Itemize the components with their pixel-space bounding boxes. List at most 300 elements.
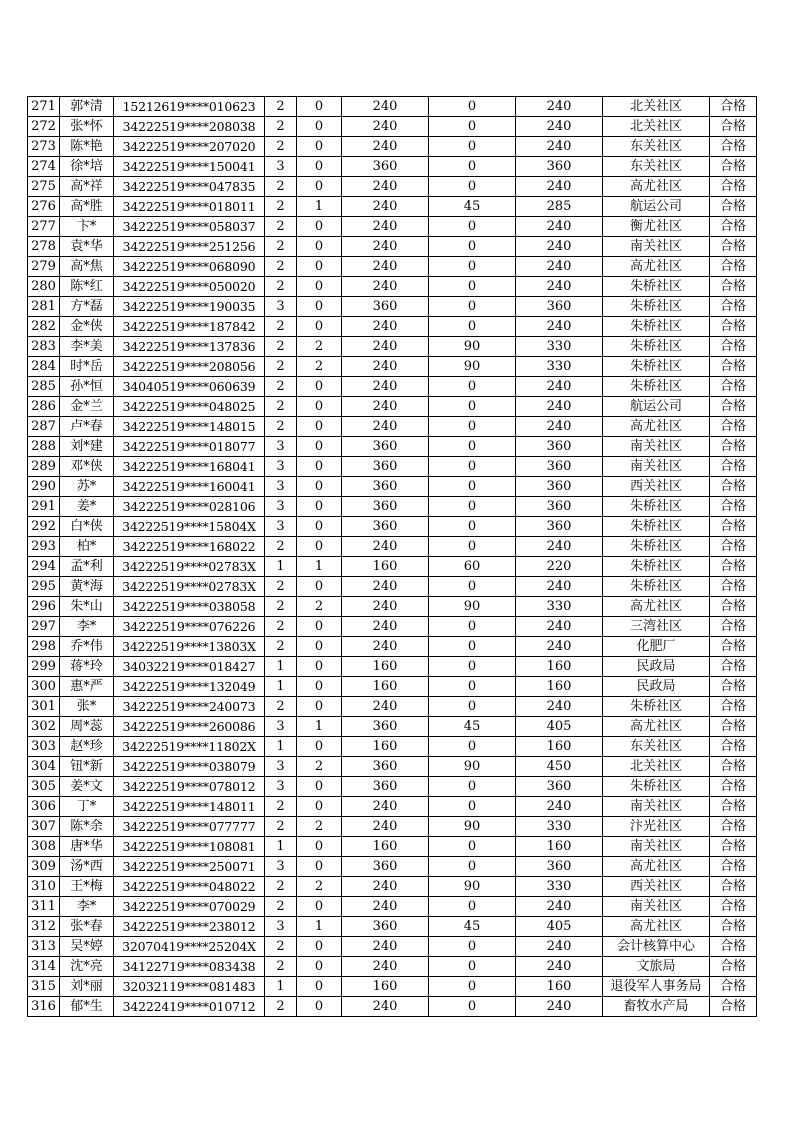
status-cell: 合格 (710, 477, 757, 497)
amount-total-cell: 240 (516, 237, 603, 257)
count-b-cell: 0 (297, 137, 342, 157)
amount-total-cell: 240 (516, 637, 603, 657)
status-cell: 合格 (710, 957, 757, 977)
id-number-cell: 34222519****208038 (114, 117, 265, 137)
person-name-cell: 郁*生 (60, 997, 114, 1017)
person-name-cell: 金*兰 (60, 397, 114, 417)
id-number-cell: 34222519****018011 (114, 197, 265, 217)
count-b-cell: 0 (297, 937, 342, 957)
person-name-cell: 张* (60, 697, 114, 717)
table-row (28, 857, 757, 877)
count-a-cell: 2 (265, 637, 297, 657)
row-number-cell: 296 (28, 597, 60, 617)
id-number-cell: 34222519****160041 (114, 477, 265, 497)
table-row (28, 877, 757, 897)
organization-cell: 航运公司 (603, 197, 710, 217)
amount-b-cell: 0 (429, 577, 516, 597)
amount-b-cell: 0 (429, 617, 516, 637)
id-number-cell: 34122719****083438 (114, 957, 265, 977)
amount-b-cell: 0 (429, 237, 516, 257)
status-cell: 合格 (710, 217, 757, 237)
amount-b-cell: 0 (429, 317, 516, 337)
organization-cell: 朱桥社区 (603, 517, 710, 537)
amount-b-cell: 0 (429, 177, 516, 197)
row-number-cell: 294 (28, 557, 60, 577)
amount-a-cell: 360 (342, 437, 429, 457)
amount-a-cell: 160 (342, 737, 429, 757)
status-cell: 合格 (710, 317, 757, 337)
table-row (28, 977, 757, 997)
row-number-cell: 311 (28, 897, 60, 917)
amount-a-cell: 240 (342, 797, 429, 817)
table-row (28, 657, 757, 677)
table-row (28, 377, 757, 397)
count-b-cell: 0 (297, 677, 342, 697)
person-name-cell: 徐*培 (60, 157, 114, 177)
row-number-cell: 295 (28, 577, 60, 597)
count-a-cell: 2 (265, 217, 297, 237)
amount-b-cell: 0 (429, 697, 516, 717)
count-a-cell: 2 (265, 97, 297, 117)
amount-a-cell: 240 (342, 277, 429, 297)
id-number-cell: 34222519****047835 (114, 177, 265, 197)
status-cell: 合格 (710, 357, 757, 377)
count-b-cell: 1 (297, 717, 342, 737)
amount-a-cell: 240 (342, 137, 429, 157)
amount-a-cell: 240 (342, 597, 429, 617)
organization-cell: 化肥厂 (603, 637, 710, 657)
count-b-cell: 0 (297, 617, 342, 637)
count-b-cell: 1 (297, 197, 342, 217)
id-number-cell: 34222519****02783X (114, 557, 265, 577)
table-row (28, 177, 757, 197)
organization-cell: 高尤社区 (603, 857, 710, 877)
amount-total-cell: 360 (516, 497, 603, 517)
amount-b-cell: 0 (429, 957, 516, 977)
count-a-cell: 3 (265, 457, 297, 477)
table-row (28, 337, 757, 357)
amount-total-cell: 240 (516, 397, 603, 417)
organization-cell: 朱桥社区 (603, 297, 710, 317)
organization-cell: 北关社区 (603, 97, 710, 117)
amount-b-cell: 90 (429, 597, 516, 617)
person-name-cell: 刘*建 (60, 437, 114, 457)
organization-cell: 西关社区 (603, 877, 710, 897)
person-name-cell: 沈*亮 (60, 957, 114, 977)
amount-b-cell: 0 (429, 977, 516, 997)
amount-b-cell: 0 (429, 537, 516, 557)
count-b-cell: 0 (297, 117, 342, 137)
row-number-cell: 288 (28, 437, 60, 457)
status-cell: 合格 (710, 157, 757, 177)
id-number-cell: 34222519****13803X (114, 637, 265, 657)
amount-total-cell: 240 (516, 697, 603, 717)
count-b-cell: 0 (297, 957, 342, 977)
person-name-cell: 蒋*玲 (60, 657, 114, 677)
row-number-cell: 301 (28, 697, 60, 717)
row-number-cell: 278 (28, 237, 60, 257)
amount-total-cell: 240 (516, 317, 603, 337)
organization-cell: 南关社区 (603, 437, 710, 457)
row-number-cell: 305 (28, 777, 60, 797)
count-b-cell: 0 (297, 897, 342, 917)
organization-cell: 三湾社区 (603, 617, 710, 637)
person-name-cell: 刘*丽 (60, 977, 114, 997)
amount-b-cell: 0 (429, 437, 516, 457)
amount-b-cell: 0 (429, 837, 516, 857)
row-number-cell: 308 (28, 837, 60, 857)
row-number-cell: 274 (28, 157, 60, 177)
row-number-cell: 284 (28, 357, 60, 377)
amount-total-cell: 360 (516, 857, 603, 877)
person-name-cell: 吴*婷 (60, 937, 114, 957)
table-row (28, 537, 757, 557)
amount-a-cell: 360 (342, 717, 429, 737)
amount-b-cell: 0 (429, 937, 516, 957)
person-name-cell: 黄*海 (60, 577, 114, 597)
status-cell: 合格 (710, 857, 757, 877)
row-number-cell: 277 (28, 217, 60, 237)
amount-a-cell: 360 (342, 777, 429, 797)
status-cell: 合格 (710, 557, 757, 577)
amount-total-cell: 330 (516, 817, 603, 837)
row-number-cell: 289 (28, 457, 60, 477)
amount-total-cell: 220 (516, 557, 603, 577)
amount-total-cell: 360 (516, 437, 603, 457)
count-a-cell: 2 (265, 237, 297, 257)
count-b-cell: 0 (297, 237, 342, 257)
person-name-cell: 李* (60, 617, 114, 637)
table-row (28, 697, 757, 717)
person-name-cell: 孙*恒 (60, 377, 114, 397)
table-row (28, 737, 757, 757)
organization-cell: 高尤社区 (603, 597, 710, 617)
count-a-cell: 2 (265, 417, 297, 437)
amount-a-cell: 360 (342, 157, 429, 177)
amount-total-cell: 240 (516, 997, 603, 1017)
organization-cell: 朱桥社区 (603, 697, 710, 717)
amount-b-cell: 0 (429, 377, 516, 397)
amount-a-cell: 360 (342, 477, 429, 497)
roster-body (28, 97, 757, 1017)
status-cell: 合格 (710, 817, 757, 837)
table-row (28, 637, 757, 657)
table-row (28, 477, 757, 497)
id-number-cell: 34222419****010712 (114, 997, 265, 1017)
status-cell: 合格 (710, 457, 757, 477)
amount-total-cell: 330 (516, 877, 603, 897)
table-row (28, 357, 757, 377)
amount-b-cell: 0 (429, 217, 516, 237)
row-number-cell: 290 (28, 477, 60, 497)
count-a-cell: 2 (265, 877, 297, 897)
count-b-cell: 1 (297, 557, 342, 577)
count-a-cell: 2 (265, 317, 297, 337)
amount-a-cell: 360 (342, 497, 429, 517)
person-name-cell: 苏* (60, 477, 114, 497)
status-cell: 合格 (710, 497, 757, 517)
row-number-cell: 292 (28, 517, 60, 537)
person-name-cell: 李* (60, 897, 114, 917)
status-cell: 合格 (710, 637, 757, 657)
amount-total-cell: 360 (516, 457, 603, 477)
status-cell: 合格 (710, 677, 757, 697)
count-b-cell: 0 (297, 517, 342, 537)
count-b-cell: 1 (297, 917, 342, 937)
organization-cell: 高尤社区 (603, 177, 710, 197)
count-a-cell: 3 (265, 437, 297, 457)
amount-a-cell: 360 (342, 517, 429, 537)
count-a-cell: 2 (265, 617, 297, 637)
count-a-cell: 2 (265, 117, 297, 137)
table-row (28, 837, 757, 857)
count-a-cell: 1 (265, 657, 297, 677)
status-cell: 合格 (710, 877, 757, 897)
row-number-cell: 279 (28, 257, 60, 277)
count-a-cell: 3 (265, 717, 297, 737)
amount-total-cell: 240 (516, 957, 603, 977)
row-number-cell: 306 (28, 797, 60, 817)
count-a-cell: 2 (265, 197, 297, 217)
table-row (28, 817, 757, 837)
amount-b-cell: 0 (429, 97, 516, 117)
amount-total-cell: 450 (516, 757, 603, 777)
table-row (28, 797, 757, 817)
amount-b-cell: 0 (429, 277, 516, 297)
amount-b-cell: 90 (429, 817, 516, 837)
amount-total-cell: 240 (516, 377, 603, 397)
organization-cell: 东关社区 (603, 137, 710, 157)
organization-cell: 汴光社区 (603, 817, 710, 837)
id-number-cell: 34222519****076226 (114, 617, 265, 637)
id-number-cell: 32070419****25204X (114, 937, 265, 957)
amount-b-cell: 0 (429, 497, 516, 517)
amount-total-cell: 360 (516, 777, 603, 797)
row-number-cell: 313 (28, 937, 60, 957)
status-cell: 合格 (710, 797, 757, 817)
amount-a-cell: 160 (342, 657, 429, 677)
count-b-cell: 0 (297, 697, 342, 717)
amount-total-cell: 240 (516, 277, 603, 297)
amount-a-cell: 240 (342, 577, 429, 597)
person-name-cell: 袁*华 (60, 237, 114, 257)
table-row (28, 157, 757, 177)
count-a-cell: 2 (265, 937, 297, 957)
amount-b-cell: 0 (429, 397, 516, 417)
organization-cell: 会计核算中心 (603, 937, 710, 957)
person-name-cell: 姜*文 (60, 777, 114, 797)
amount-b-cell: 90 (429, 757, 516, 777)
row-number-cell: 291 (28, 497, 60, 517)
count-a-cell: 1 (265, 737, 297, 757)
person-name-cell: 钮*新 (60, 757, 114, 777)
amount-a-cell: 360 (342, 917, 429, 937)
count-b-cell: 0 (297, 397, 342, 417)
amount-a-cell: 160 (342, 837, 429, 857)
person-name-cell: 高*胜 (60, 197, 114, 217)
amount-total-cell: 240 (516, 937, 603, 957)
amount-b-cell: 90 (429, 337, 516, 357)
id-number-cell: 34222519****070029 (114, 897, 265, 917)
id-number-cell: 34222519****251256 (114, 237, 265, 257)
table-row (28, 957, 757, 977)
row-number-cell: 299 (28, 657, 60, 677)
table-row (28, 457, 757, 477)
count-b-cell: 2 (297, 337, 342, 357)
amount-a-cell: 240 (342, 637, 429, 657)
amount-b-cell: 0 (429, 417, 516, 437)
amount-a-cell: 240 (342, 997, 429, 1017)
amount-total-cell: 160 (516, 737, 603, 757)
status-cell: 合格 (710, 237, 757, 257)
id-number-cell: 34222519****050020 (114, 277, 265, 297)
table-row (28, 597, 757, 617)
amount-total-cell: 330 (516, 597, 603, 617)
status-cell: 合格 (710, 697, 757, 717)
row-number-cell: 280 (28, 277, 60, 297)
roster-page (27, 96, 757, 1017)
id-number-cell: 34032219****018427 (114, 657, 265, 677)
row-number-cell: 281 (28, 297, 60, 317)
id-number-cell: 34222519****240073 (114, 697, 265, 717)
organization-cell: 朱桥社区 (603, 577, 710, 597)
status-cell: 合格 (710, 597, 757, 617)
count-b-cell: 2 (297, 357, 342, 377)
id-number-cell: 34222519****187842 (114, 317, 265, 337)
person-name-cell: 高*焦 (60, 257, 114, 277)
count-a-cell: 3 (265, 757, 297, 777)
organization-cell: 文旅局 (603, 957, 710, 977)
count-b-cell: 0 (297, 637, 342, 657)
row-number-cell: 314 (28, 957, 60, 977)
status-cell: 合格 (710, 397, 757, 417)
status-cell: 合格 (710, 997, 757, 1017)
id-number-cell: 34222519****190035 (114, 297, 265, 317)
amount-a-cell: 160 (342, 677, 429, 697)
row-number-cell: 286 (28, 397, 60, 417)
status-cell: 合格 (710, 117, 757, 137)
count-a-cell: 3 (265, 497, 297, 517)
table-row (28, 197, 757, 217)
id-number-cell: 34222519****028106 (114, 497, 265, 517)
amount-b-cell: 0 (429, 777, 516, 797)
table-row (28, 317, 757, 337)
table-row (28, 117, 757, 137)
count-a-cell: 2 (265, 397, 297, 417)
row-number-cell: 293 (28, 537, 60, 557)
amount-total-cell: 405 (516, 717, 603, 737)
status-cell: 合格 (710, 277, 757, 297)
amount-b-cell: 0 (429, 297, 516, 317)
count-b-cell: 0 (297, 537, 342, 557)
amount-a-cell: 240 (342, 397, 429, 417)
table-row (28, 717, 757, 737)
person-name-cell: 孟*利 (60, 557, 114, 577)
organization-cell: 东关社区 (603, 157, 710, 177)
count-b-cell: 0 (297, 177, 342, 197)
person-name-cell: 丁* (60, 797, 114, 817)
status-cell: 合格 (710, 977, 757, 997)
amount-a-cell: 240 (342, 417, 429, 437)
amount-b-cell: 0 (429, 657, 516, 677)
organization-cell: 衡尤社区 (603, 217, 710, 237)
amount-total-cell: 240 (516, 217, 603, 237)
count-b-cell: 0 (297, 157, 342, 177)
status-cell: 合格 (710, 737, 757, 757)
organization-cell: 东关社区 (603, 737, 710, 757)
status-cell: 合格 (710, 717, 757, 737)
organization-cell: 退役军人事务局 (603, 977, 710, 997)
organization-cell: 民政局 (603, 657, 710, 677)
count-b-cell: 0 (297, 657, 342, 677)
status-cell: 合格 (710, 137, 757, 157)
count-a-cell: 2 (265, 377, 297, 397)
row-number-cell: 287 (28, 417, 60, 437)
amount-a-cell: 240 (342, 537, 429, 557)
count-b-cell: 0 (297, 497, 342, 517)
person-name-cell: 王*梅 (60, 877, 114, 897)
table-row (28, 237, 757, 257)
count-a-cell: 3 (265, 857, 297, 877)
count-b-cell: 0 (297, 797, 342, 817)
organization-cell: 朱桥社区 (603, 337, 710, 357)
amount-total-cell: 240 (516, 177, 603, 197)
count-b-cell: 2 (297, 757, 342, 777)
amount-a-cell: 240 (342, 957, 429, 977)
id-number-cell: 34222519****132049 (114, 677, 265, 697)
count-a-cell: 3 (265, 777, 297, 797)
count-b-cell: 0 (297, 857, 342, 877)
status-cell: 合格 (710, 437, 757, 457)
count-b-cell: 2 (297, 877, 342, 897)
id-number-cell: 34222519****260086 (114, 717, 265, 737)
organization-cell: 南关社区 (603, 837, 710, 857)
table-row (28, 137, 757, 157)
id-number-cell: 34222519****168022 (114, 537, 265, 557)
table-row (28, 617, 757, 637)
row-number-cell: 300 (28, 677, 60, 697)
id-number-cell: 34222519****108081 (114, 837, 265, 857)
person-name-cell: 邓*侠 (60, 457, 114, 477)
amount-b-cell: 90 (429, 357, 516, 377)
amount-total-cell: 360 (516, 297, 603, 317)
person-name-cell: 时*岳 (60, 357, 114, 377)
count-a-cell: 2 (265, 257, 297, 277)
row-number-cell: 297 (28, 617, 60, 637)
amount-a-cell: 240 (342, 177, 429, 197)
amount-total-cell: 330 (516, 337, 603, 357)
amount-a-cell: 240 (342, 697, 429, 717)
amount-a-cell: 240 (342, 197, 429, 217)
count-a-cell: 2 (265, 277, 297, 297)
table-row (28, 997, 757, 1017)
row-number-cell: 316 (28, 997, 60, 1017)
table-row (28, 677, 757, 697)
amount-b-cell: 0 (429, 457, 516, 477)
status-cell: 合格 (710, 177, 757, 197)
amount-a-cell: 240 (342, 217, 429, 237)
count-a-cell: 2 (265, 797, 297, 817)
id-number-cell: 34222519****018077 (114, 437, 265, 457)
status-cell: 合格 (710, 97, 757, 117)
row-number-cell: 298 (28, 637, 60, 657)
amount-a-cell: 240 (342, 117, 429, 137)
organization-cell: 朱桥社区 (603, 277, 710, 297)
status-cell: 合格 (710, 517, 757, 537)
amount-total-cell: 240 (516, 257, 603, 277)
status-cell: 合格 (710, 937, 757, 957)
count-a-cell: 3 (265, 297, 297, 317)
